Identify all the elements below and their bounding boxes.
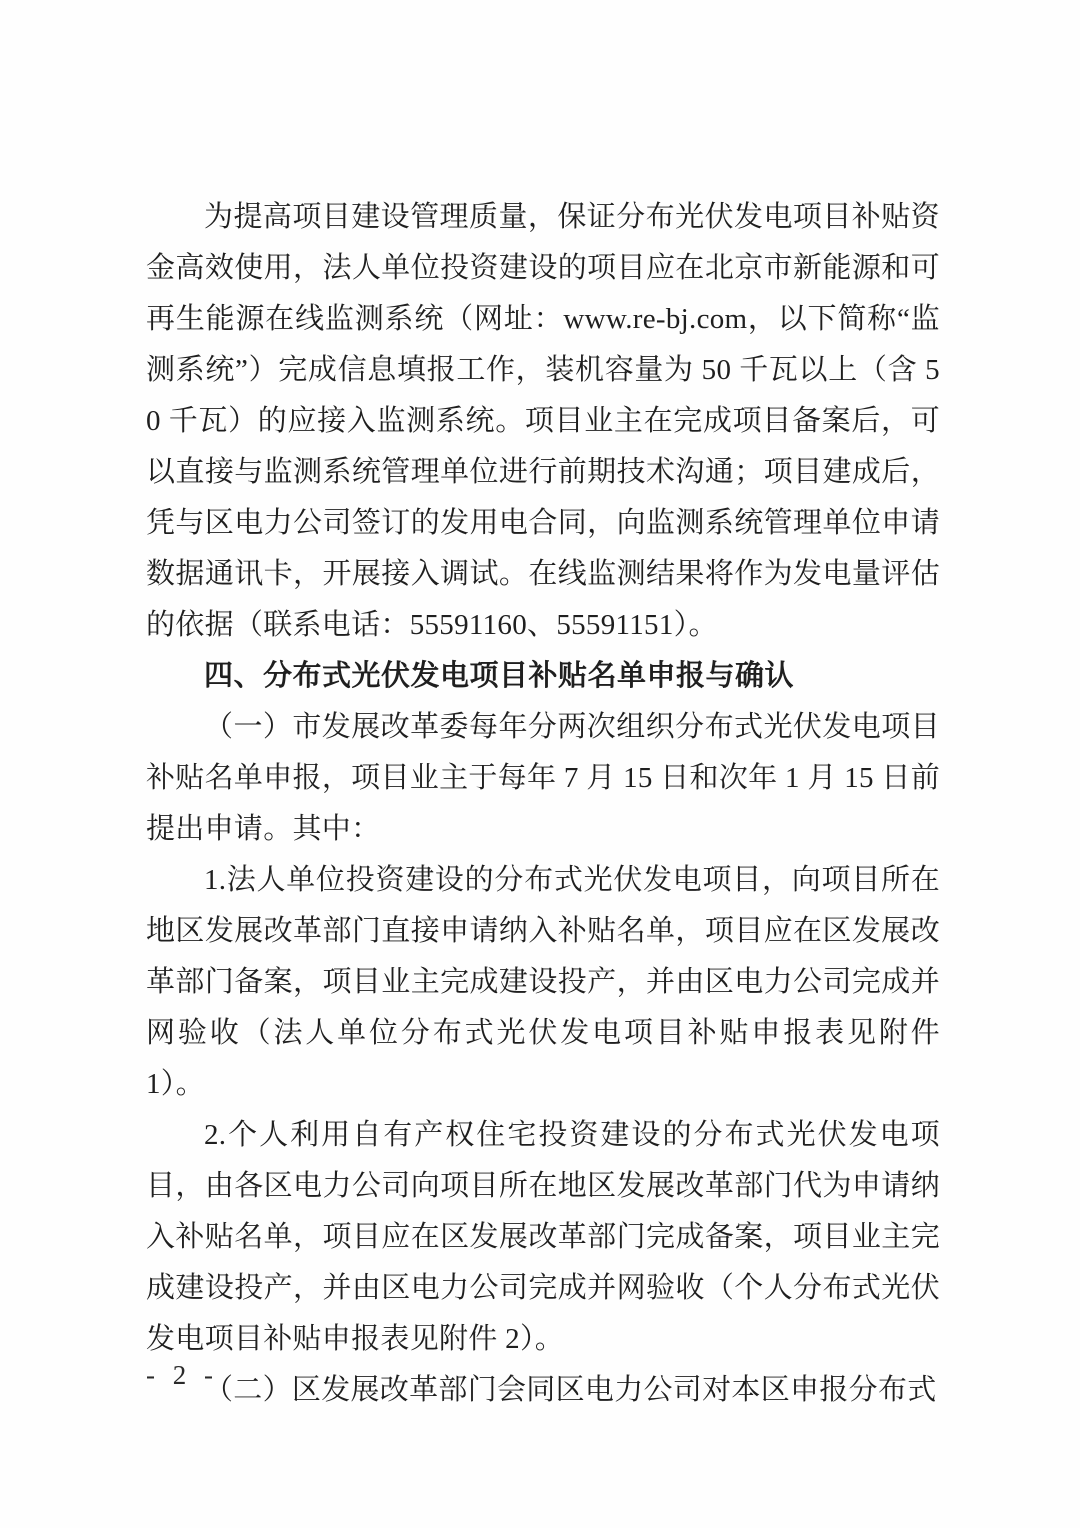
para-item-2-individual-projects: 2.个人利用自有产权住宅投资建设的分布式光伏发电项目，由各区电力公司向项目所在地区发展改革部门代为申请纳入补贴名单，项目应在区发展改革部门完成备案，项目业主完成建设投产，并由区电力公司完成并网验收（个人分布式光伏发电项目补贴申报表见附件 2）。 <box>146 1119 940 1355</box>
para-subsection-1-declaration-schedule: （一）市发展改革委每年分两次组织分布式光伏发电项目补贴名单申报，项目业主于每年 7 月 15 日和次年 1 月 15 日前提出申请。其中： <box>146 711 940 845</box>
document-body <box>146 192 940 1416</box>
para-item-1-legal-entity-projects: 1.法人单位投资建设的分布式光伏发电项目，向项目所在地区发展改革部门直接申请纳入补贴名单，项目应在区发展改革部门备案，项目业主完成建设投产，并由区电力公司完成并网验收（法人单位分布式光伏发电项目补贴申报表见附件 1）。 <box>146 864 940 1100</box>
para-subsection-2-district-review: （二）区发展改革部门会同区电力公司对本区申报分布式 <box>204 1374 937 1406</box>
heading-section-4: 四、分布式光伏发电项目补贴名单申报与确认 <box>204 660 795 692</box>
para-monitoring-system: 为提高项目建设管理质量，保证分布光伏发电项目补贴资金高效使用，法人单位投资建设的项目应在北京市新能源和可再生能源在线监测系统（网址：www.re-bj.com，以下简称“监测系统”）完成信息填报工作，装机容量为 50 千瓦以上（含 50 千瓦）的应接入监测系统。项目业主在完成项目备案后，可以直接与监测系统管理单位进行前期技术沟通；项目建成后，凭与区电力公司签订的发用电合同，向监测系统管理单位申请数据通讯卡，开展接入调试。在线监测结果将作为发电量评估的依据（联系电话：55591160、55591151）。 <box>146 201 940 641</box>
page-number: - 2 - <box>146 1360 214 1390</box>
